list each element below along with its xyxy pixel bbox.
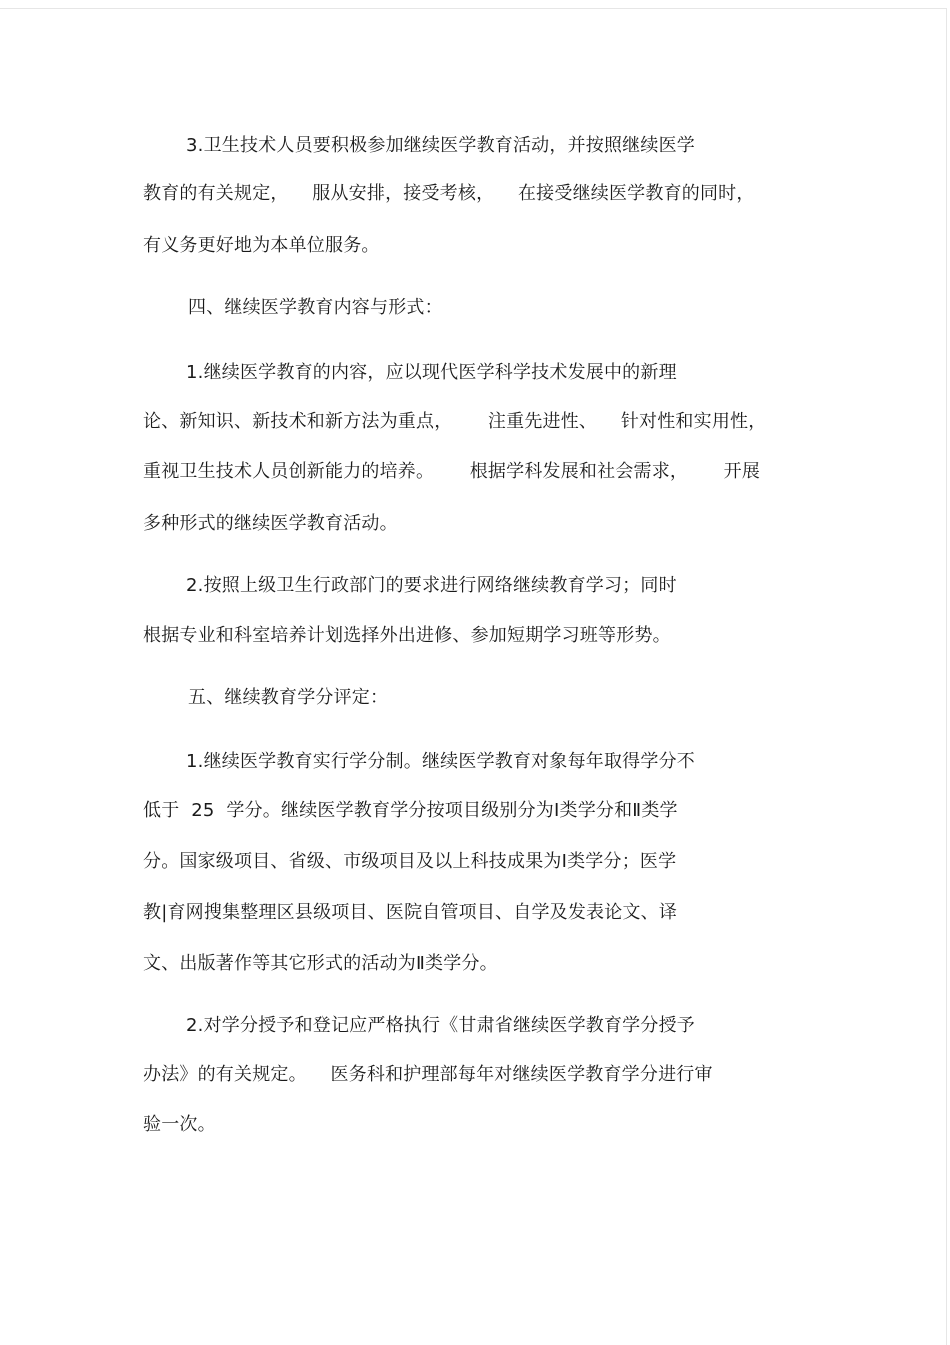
paragraph-line: 分。国家级项目、省级、市级项目及以上科技成果为Ⅰ类学分；医学 [143,851,677,872]
paragraph-line: 验一次。 [143,1114,216,1135]
section-heading: 四、继续医学教育内容与形式： [188,297,443,318]
paragraph-line: 2.对学分授予和登记应严格执行《甘肃省继续医学教育学分授予 [186,1015,695,1036]
paragraph-line: 论、新知识、新技术和新方法为重点， 注重先进性、 针对性和实用性， [143,411,767,432]
paragraph-line: 办法》的有关规定。 医务科和护理部每年对继续医学教育学分进行审 [143,1064,713,1085]
paragraph-line: 文、出版著作等其它形式的活动为Ⅱ类学分。 [143,953,498,974]
page-border [0,8,947,1345]
paragraph-line: 3.卫生技术人员要积极参加继续医学教育活动，并按照继续医学 [186,135,695,156]
paragraph-line: 低于 25 学分。继续医学教育学分按项目级别分为Ⅰ类学分和Ⅱ类学 [143,800,678,821]
paragraph-line: 重视卫生技术人员创新能力的培养。 根据学科发展和社会需求， 开展 [143,461,761,482]
paragraph-line: 教|育网搜集整理区县级项目、医院自管项目、自学及发表论文、译 [143,902,678,923]
paragraph-line: 1.继续医学教育实行学分制。继续医学教育对象每年取得学分不 [186,751,695,772]
paragraph-line: 根据专业和科室培养计划选择外出进修、参加短期学习班等形势。 [143,625,671,646]
paragraph-line: 多种形式的继续医学教育活动。 [143,513,398,534]
paragraph-line: 1.继续医学教育的内容，应以现代医学科学技术发展中的新理 [186,362,677,383]
section-heading: 五、继续教育学分评定： [188,687,389,708]
paragraph-line: 教育的有关规定， 服从安排，接受考核， 在接受继续医学教育的同时， [143,183,755,204]
paragraph-line: 有义务更好地为本单位服务。 [143,235,380,256]
paragraph-line: 2.按照上级卫生行政部门的要求进行网络继续教育学习；同时 [186,575,677,596]
